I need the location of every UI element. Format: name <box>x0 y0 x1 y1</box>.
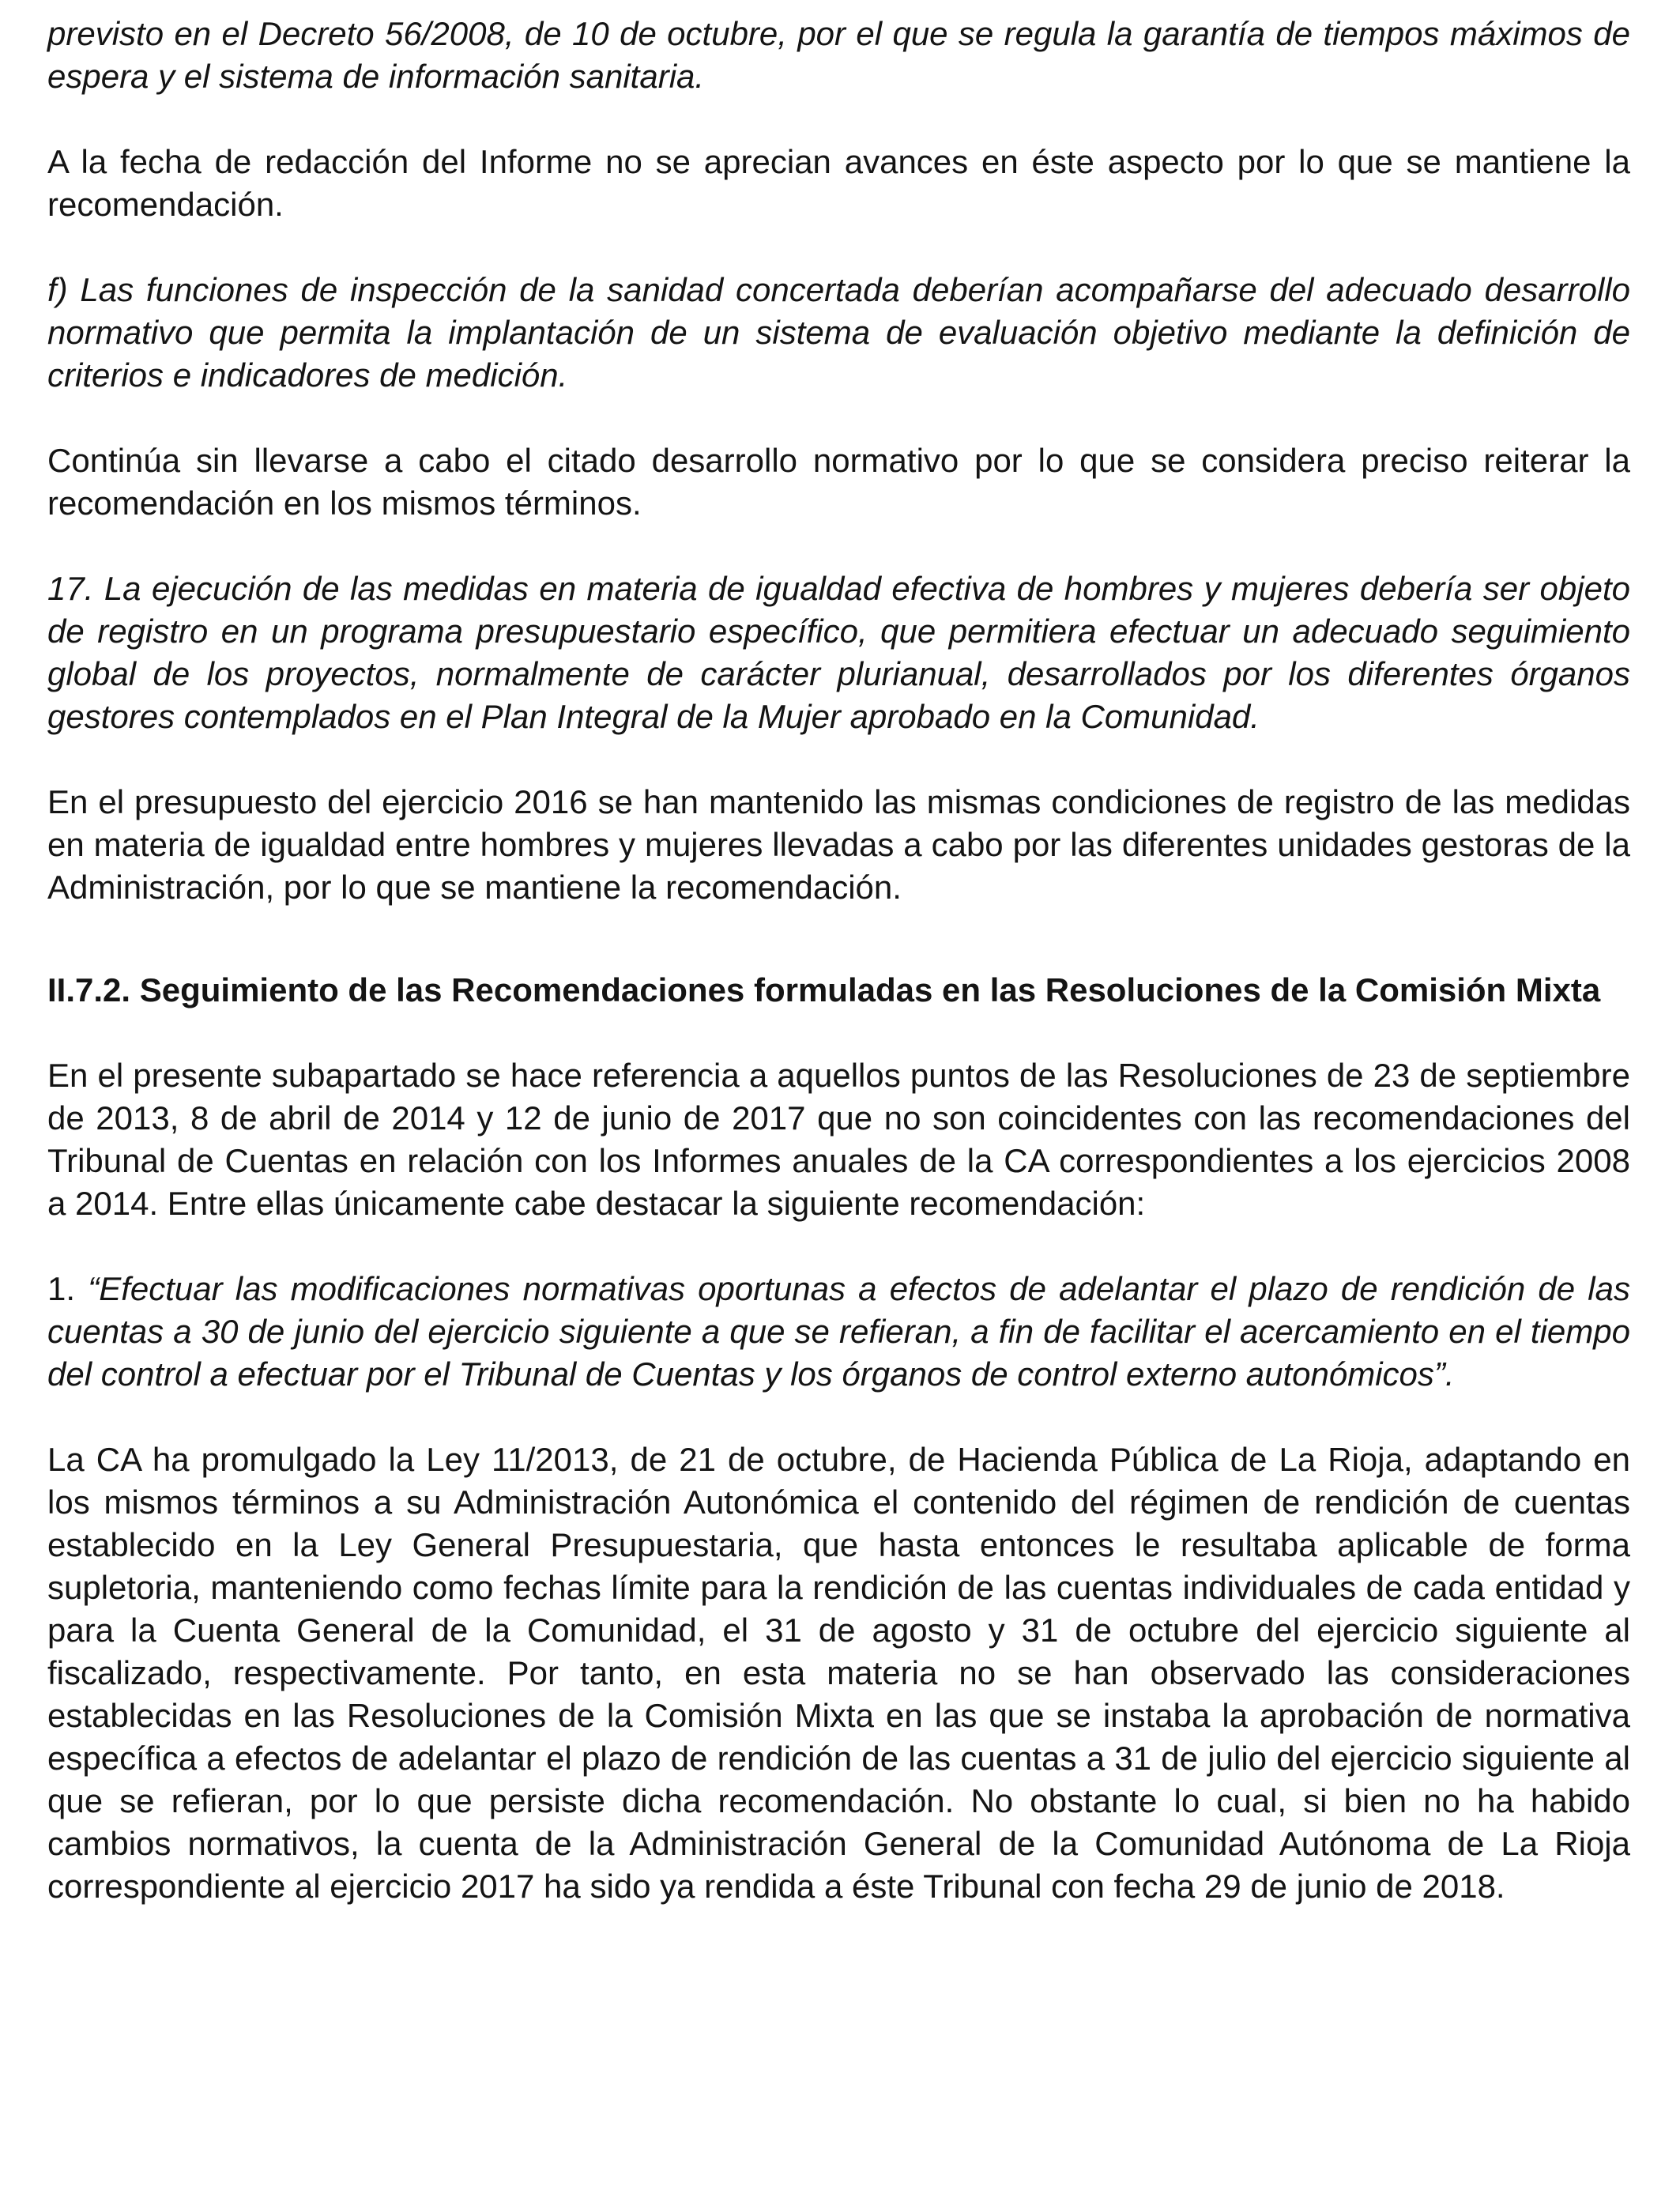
section-heading: II.7.2. Seguimiento de las Recomendaciones formuladas en las Resoluciones de la Comisión Mixta <box>47 971 1601 1008</box>
paragraph-recommendation-f: f) Las funciones de inspección de la sanidad concertada deberían acompañarse del adecuado desarrollo normativo que permita la implantación de un sistema de evaluación objetivo mediante la definición de criterios e indicadores de medición. <box>47 271 1630 394</box>
paragraph-budget-2016: En el presupuesto del ejercicio 2016 se han mantenido las mismas condiciones de registro de las medidas en materia de igualdad entre hombres y mujeres llevadas a cabo por las diferentes unidades gestoras de la Administración, por lo que se mantiene la recomendación. <box>47 783 1630 906</box>
paragraph-quoted-recommendation <box>47 1268 1630 1396</box>
paragraph-regulatory-development: Continúa sin llevarse a cabo el citado desarrollo normativo por lo que se considera preciso reiterar la recomendación en los mismos términos. <box>47 442 1630 522</box>
paragraph-ley-hacienda: La CA ha promulgado la Ley 11/2013, de 21 de octubre, de Hacienda Pública de La Rioja, adaptando en los mismos términos a su Administración Autonómica el contenido del régimen de rendición de cuentas establecido en la Ley General Presupuestaria, que hasta entonces le resultaba aplicable de forma supletoria, manteniendo como fechas límite para la rendición de las cuentas individuales de cada entidad y para la Cuenta General de la Comunidad, el 31 de agosto y 31 de octubre del ejercicio siguiente al fiscalizado, respectivamente. Por tanto, en esta materia no se han observado las consideraciones establecidas en las Resoluciones de la Comisión Mixta en las que se instaba la aprobación de normativa específica a efectos de adelantar el plazo de rendición de las cuentas a 31 de julio del ejercicio siguiente al que se refieran, por lo que persiste dicha recomendación. No obstante lo cual, si bien no ha habido cambios normativos, la cuenta de la Administración General de la Comunidad Autónoma de La Rioja correspondiente al ejercicio 2017 ha sido ya rendida a éste Tribunal con fecha 29 de junio de 2018. <box>47 1441 1630 1905</box>
paragraph-report-status: A la fecha de redacción del Informe no se aprecian avances en éste aspecto por lo que se mantiene la recomendación. <box>47 143 1630 223</box>
recommendation-quote: “Efectuar las modificaciones normativas oportunas a efectos de adelantar el plazo de rendición de las cuentas a 30 de junio del ejercicio siguiente a que se refieran, a fin de facilitar el acercamiento en el tiempo del control a efectuar por el Tribunal de Cuentas y los órganos de control externo autonómicos”. <box>47 1270 1630 1393</box>
document-body <box>47 13 1630 1908</box>
recommendation-number: 1. <box>47 1270 89 1307</box>
paragraph-subsection-intro: En el presente subapartado se hace referencia a aquellos puntos de las Resoluciones de 23 de septiembre de 2013, 8 de abril de 2014 y 12 de junio de 2017 que no son coincidentes con las recomendaciones del Tribunal de Cuentas en relación con los Informes anuales de la CA correspondientes a los ejercicios 2008 a 2014. Entre ellas únicamente cabe destacar la siguiente recomendación: <box>47 1057 1630 1222</box>
paragraph-recommendation-17: 17. La ejecución de las medidas en materia de igualdad efectiva de hombres y mujeres debería ser objeto de registro en un programa presupuestario específico, que permitiera efectuar un adecuado seguimiento global de los proyectos, normalmente de carácter plurianual, desarrollados por los diferentes órganos gestores contemplados en el Plan Integral de la Mujer aprobado en la Comunidad. <box>47 570 1630 735</box>
paragraph-decree-reference: previsto en el Decreto 56/2008, de 10 de octubre, por el que se regula la garantía de tiempos máximos de espera y el sistema de información sanitaria. <box>47 15 1630 95</box>
